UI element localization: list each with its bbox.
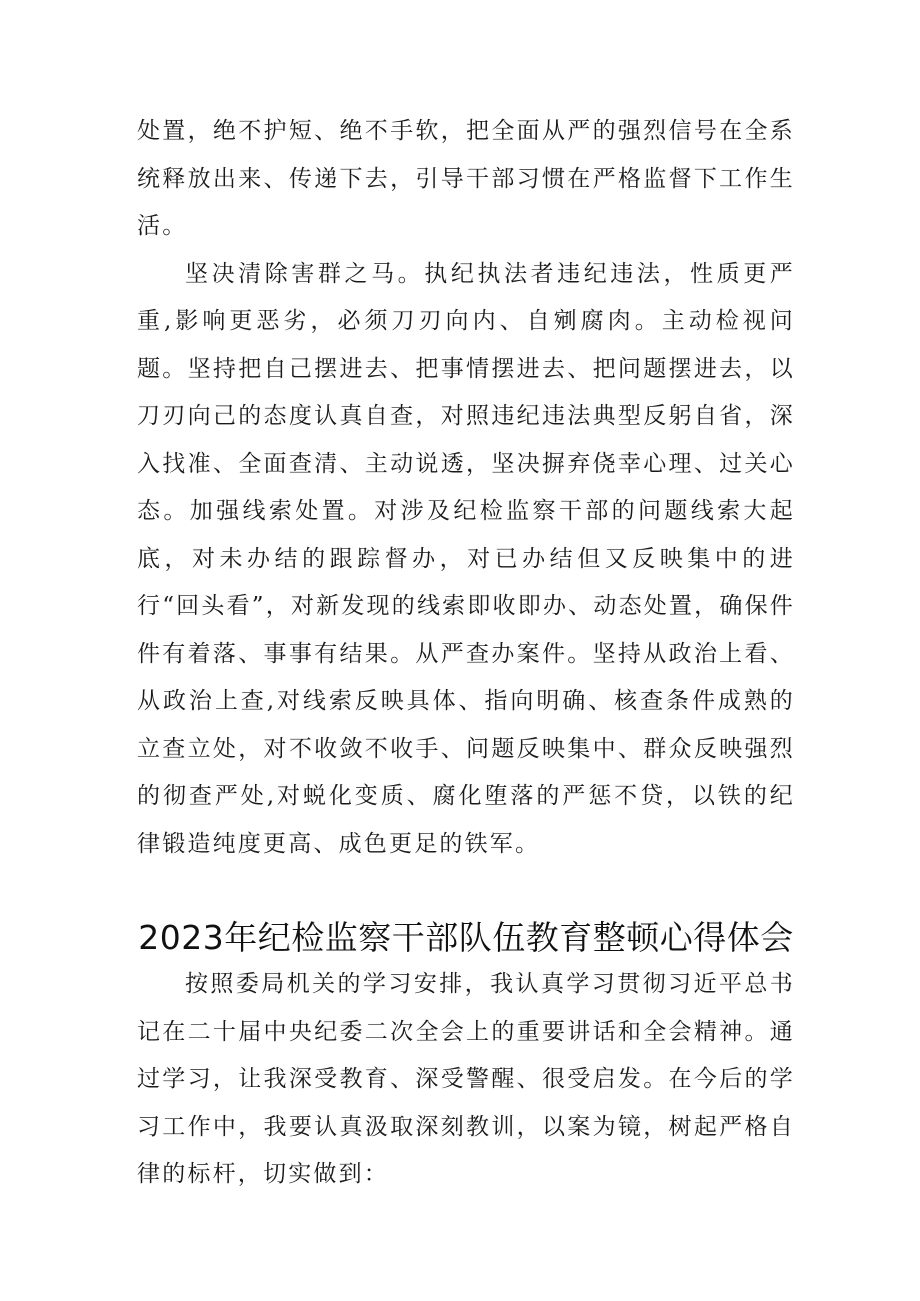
- section-heading: 2023年纪检监察干部队伍教育整顿心得体会: [138, 918, 794, 957]
- paragraph-continuation: 处置，绝不护短、绝不手软，把全面从严的强烈信号在全系统释放出来、传递下去，引导干部习惯在严格监督下工作生活。: [137, 118, 795, 239]
- paragraph-clear-harm: 坚决清除害群之马。执纪执法者违纪违法，性质更严重,影响更恶劣，必须刀刃向内、自剜腐肉。主动检视问题。坚持把自己摆进去、把事情摆进去、把问题摆进去，以刀刃向己的态度认真自查，对照违纪违法典型反躬自省，深入找准、全面查清、主动说透，坚决摒弃侥幸心理、过关心态。加强线索处置。对涉及纪检监察干部的问题线索大起底，对未办结的跟踪督办，对已办结但又反映集中的进行“回头看”，对新发现的线索即收即办、动态处置，确保件件有着落、事事有结果。从严查办案件。坚持从政治上看、从政治上查,对线索反映具体、指向明确、核查条件成熟的立查立处，对不收敛不收手、问题反映集中、群众反映强烈的彻查严处,对蜕化变质、腐化堕落的严惩不贷，以铁的纪律锻造纯度更高、成色更足的铁军。: [137, 260, 795, 857]
- document-body: [137, 108, 795, 1199]
- paragraph-intro: 按照委局机关的学习安排，我认真学习贯彻习近平总书记在二十届中央纪委二次全会上的重要讲话和全会精神。通过学习，让我深受教育、深受警醒、很受启发。在今后的学习工作中，我要认真汲取深刻教训，以案为镜，树起严格自律的标杆，切实做到：: [137, 971, 795, 1187]
